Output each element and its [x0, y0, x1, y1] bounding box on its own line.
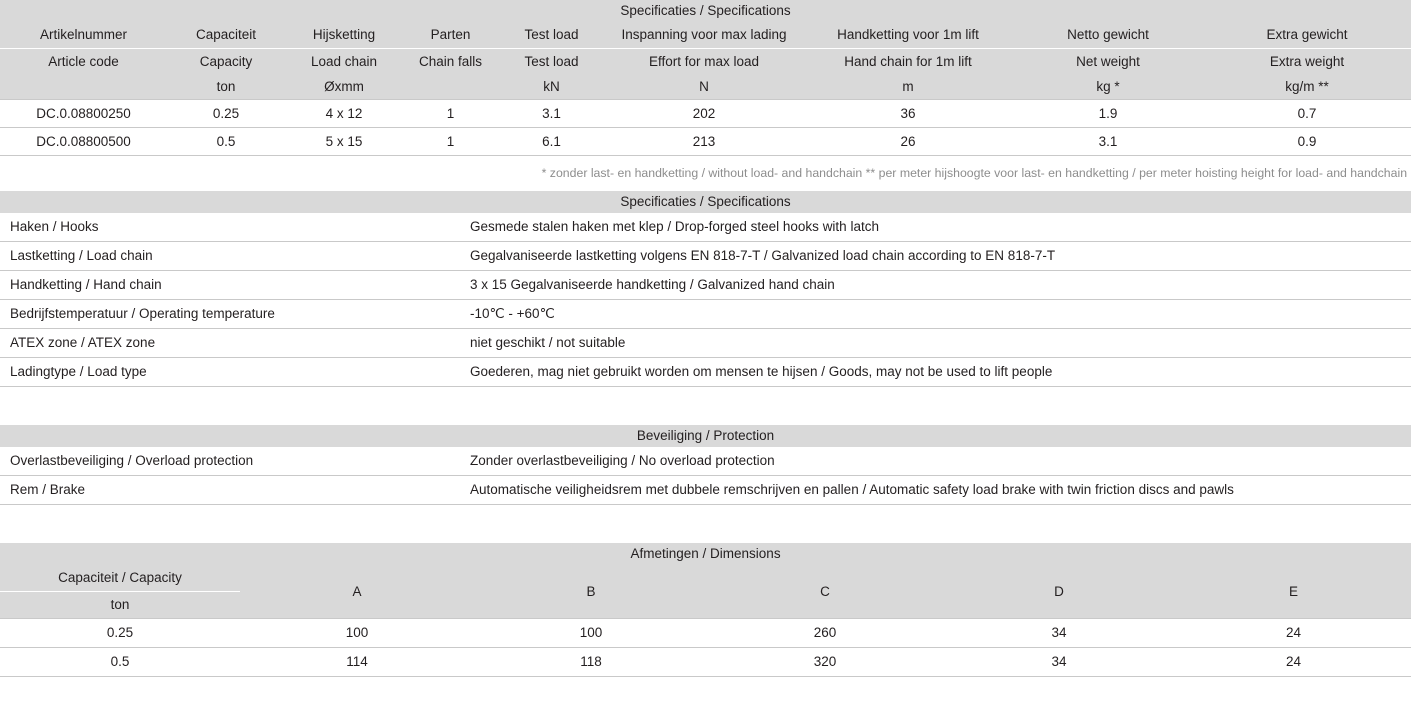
dim-cell-d: 34: [942, 648, 1176, 677]
spec-value-hand-chain: 3 x 15 Gegalvaniseerde handketting / Galvanized hand chain: [470, 271, 1411, 300]
cell-load-chain: 5 x 15: [285, 128, 403, 156]
cell-extra-weight: 0.7: [1203, 100, 1411, 128]
list-item: [0, 358, 1411, 387]
header-nl-net-weight: Netto gewicht: [1013, 22, 1203, 49]
cell-article-code: DC.0.08800250: [0, 100, 167, 128]
header-nl-hand-chain: Handketting voor 1m lift: [803, 22, 1013, 49]
specifications-title-row: [0, 191, 1411, 213]
specifications-table: [0, 191, 1411, 387]
dim-cell-b: 100: [474, 619, 708, 648]
dimensions-column-a: A: [352, 583, 362, 599]
spec-value-hooks: Gesmede stalen haken met klep / Drop-forged steel hooks with latch: [470, 213, 1411, 242]
spec-table-footnote: * zonder last- en handketting / without load- and handchain ** per meter hijshoogte voor last- en handketting / per meter hoisting height for load- and handchain: [541, 166, 1408, 180]
spec-key-hand-chain: Handketting / Hand chain: [0, 271, 470, 300]
header-en-extra-weight: Extra weight: [1269, 54, 1345, 69]
dimensions-column-e: E: [1289, 583, 1299, 599]
specifications-title: Specificaties / Specifications: [0, 191, 1411, 213]
list-item: [0, 447, 1411, 476]
unit-effort: N: [699, 79, 709, 94]
list-item: [0, 329, 1411, 358]
table-row: [0, 128, 1411, 156]
spec-table-title-row: [0, 0, 1411, 22]
dimensions-title-row: [0, 543, 1411, 565]
dimensions-column-c: C: [820, 583, 830, 599]
dim-cell-a: 100: [240, 619, 474, 648]
unit-test-load: kN: [543, 79, 560, 94]
unit-capacity: ton: [216, 79, 236, 94]
cell-capacity: 0.25: [167, 100, 285, 128]
spec-value-operating-temperature: -10℃ - +60℃: [470, 300, 1411, 329]
header-en-chain-falls: Chain falls: [418, 54, 483, 69]
header-nl-load-chain: Hijsketting: [285, 22, 403, 49]
header-en-effort: Effort for max load: [648, 54, 760, 69]
protection-title: Beveiliging / Protection: [0, 425, 1411, 447]
header-en-hand-chain: Hand chain for 1m lift: [844, 54, 972, 69]
spec-key-load-chain: Lastketting / Load chain: [0, 242, 470, 271]
protection-key-overload: Overlastbeveiliging / Overload protection: [0, 447, 470, 476]
table-row: [0, 619, 1411, 648]
spec-value-atex-zone: niet geschikt / not suitable: [470, 329, 1411, 358]
dim-cell-d: 34: [942, 619, 1176, 648]
cell-capacity: 0.5: [167, 128, 285, 156]
spec-table-units-row: [0, 75, 1411, 100]
unit-extra-weight: kg/m **: [1285, 79, 1329, 94]
list-item: [0, 213, 1411, 242]
cell-load-chain: 4 x 12: [285, 100, 403, 128]
cell-effort: 202: [605, 100, 803, 128]
protection-key-brake: Rem / Brake: [0, 476, 470, 505]
dimensions-capacity-unit: ton: [110, 597, 130, 612]
dimensions-capacity-label: Capaciteit / Capacity: [0, 565, 240, 592]
protection-value-overload: Zonder overlastbeveiliging / No overload protection: [470, 447, 1411, 476]
header-nl-article-code: Artikelnummer: [0, 22, 167, 49]
unit-load-chain: Øxmm: [324, 79, 364, 94]
cell-test-load: 6.1: [498, 128, 605, 156]
unit-article-code: [0, 75, 167, 100]
header-nl-chain-falls: Parten: [403, 22, 498, 49]
cell-hand-chain: 36: [803, 100, 1013, 128]
dim-cell-capacity: 0.5: [0, 648, 240, 677]
spec-table-title: Specificaties / Specifications: [620, 3, 791, 18]
dim-cell-c: 320: [708, 648, 942, 677]
cell-effort: 213: [605, 128, 803, 156]
cell-chain-falls: 1: [403, 128, 498, 156]
spacer: [0, 387, 1411, 425]
protection-table: [0, 425, 1411, 505]
spec-key-atex-zone: ATEX zone / ATEX zone: [0, 329, 470, 358]
spec-key-operating-temperature: Bedrijfstemperatuur / Operating temperature: [0, 300, 470, 329]
dim-cell-b: 118: [474, 648, 708, 677]
cell-article-code: DC.0.08800500: [0, 128, 167, 156]
cell-test-load: 3.1: [498, 100, 605, 128]
header-en-load-chain: Load chain: [310, 54, 378, 69]
spacer: [0, 181, 1411, 191]
header-en-article-code: Article code: [48, 54, 119, 69]
protection-value-brake: Automatische veiligheidsrem met dubbele remschrijven en pallen / Automatic safety load brake with twin friction discs and pawls: [470, 476, 1411, 505]
list-item: [0, 271, 1411, 300]
protection-title-row: [0, 425, 1411, 447]
spec-value-load-chain: Gegalvaniseerde lastketting volgens EN 818-7-T / Galvanized load chain according to EN 818-7-T: [470, 242, 1411, 271]
cell-net-weight: 3.1: [1013, 128, 1203, 156]
list-item: [0, 300, 1411, 329]
list-item: [0, 476, 1411, 505]
dim-cell-a: 114: [240, 648, 474, 677]
unit-chain-falls: [403, 75, 498, 100]
dimensions-header-row: [0, 565, 1411, 592]
spec-value-load-type: Goederen, mag niet gebruikt worden om mensen te hijsen / Goods, may not be used to lift people: [470, 358, 1411, 387]
dim-cell-c: 260: [708, 619, 942, 648]
dim-cell-capacity: 0.25: [0, 619, 240, 648]
cell-hand-chain: 26: [803, 128, 1013, 156]
unit-hand-chain: m: [902, 79, 914, 94]
spec-table-header-en: [0, 49, 1411, 76]
list-item: [0, 242, 1411, 271]
dimensions-column-b: B: [586, 583, 596, 599]
table-row: [0, 100, 1411, 128]
header-nl-extra-weight: Extra gewicht: [1203, 22, 1411, 49]
spacer: [0, 505, 1411, 543]
cell-chain-falls: 1: [403, 100, 498, 128]
dimensions-title: Afmetingen / Dimensions: [0, 543, 1411, 565]
header-nl-capacity: Capaciteit: [167, 22, 285, 49]
spec-key-load-type: Ladingtype / Load type: [0, 358, 470, 387]
cell-extra-weight: 0.9: [1203, 128, 1411, 156]
dim-cell-e: 24: [1176, 648, 1411, 677]
header-nl-effort: Inspanning voor max lading: [605, 22, 803, 49]
unit-net-weight: kg *: [1096, 79, 1120, 94]
header-en-test-load: Test load: [524, 54, 579, 69]
header-nl-test-load: Test load: [498, 22, 605, 49]
specification-table: [0, 0, 1411, 181]
table-row: [0, 648, 1411, 677]
spec-table-footnote-row: [0, 156, 1411, 182]
cell-net-weight: 1.9: [1013, 100, 1203, 128]
header-en-net-weight: Net weight: [1076, 54, 1140, 69]
dimensions-table: [0, 543, 1411, 677]
header-en-capacity: Capacity: [199, 54, 253, 69]
spec-table-header-nl: [0, 22, 1411, 49]
dim-cell-e: 24: [1176, 619, 1411, 648]
spec-key-hooks: Haken / Hooks: [0, 213, 470, 242]
dimensions-column-d: D: [1054, 583, 1064, 599]
